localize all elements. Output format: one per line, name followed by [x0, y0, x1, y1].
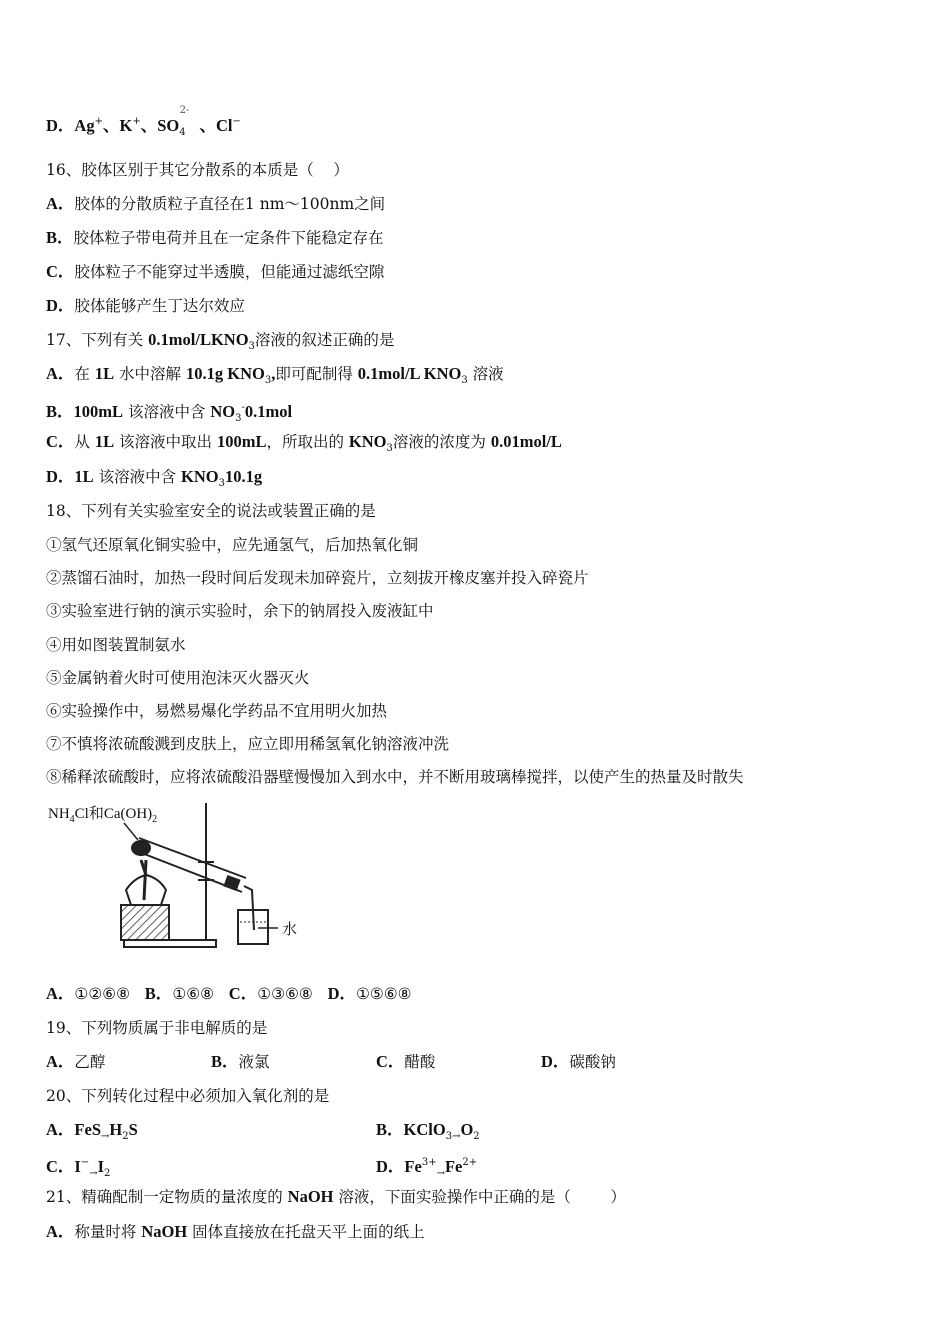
- option-item: [211, 1052, 270, 1072]
- text-segment: 20、下列转化过程中必须加入氧化剂的是: [46, 1087, 330, 1105]
- text-segment: A．: [46, 1052, 75, 1071]
- text-segment: 该溶液中含: [123, 403, 211, 421]
- text-segment: 该溶液中取出: [114, 433, 217, 451]
- text-segment: 溶液，下面实验操作中正确的是（ ）: [333, 1188, 626, 1206]
- reagent-label-sub: 4: [69, 814, 75, 825]
- text-segment: Ag: [74, 116, 95, 135]
- text-segment: ④用如图装置制氨水: [46, 636, 186, 654]
- text-segment: 液氯: [238, 1053, 270, 1071]
- text-segment: 2: [104, 1168, 111, 1179]
- text-segment: Fe: [444, 1157, 463, 1176]
- text-segment: ,: [271, 364, 276, 383]
- text-segment: NO: [210, 402, 236, 421]
- text-segment: 溶液: [467, 365, 504, 383]
- text-segment: ⑦不慎将浓硫酸溅到皮肤上，应立即用稀氢氧化钠溶液冲洗: [46, 735, 450, 753]
- text-segment: 2+: [462, 1157, 478, 1168]
- text-segment: 10.1g: [225, 467, 263, 486]
- text-segment: ⑥实验操作中，易燃易爆化学药品不宜用明火加热: [46, 702, 388, 720]
- text-segment: 溶液的叙述正确的是: [254, 331, 395, 349]
- text-segment: C．I: [46, 1157, 81, 1176]
- text-line: [46, 1222, 425, 1242]
- text-line: [46, 501, 376, 521]
- text-segment: D．: [46, 116, 75, 135]
- text-segment: 2-: [179, 105, 190, 116]
- option-item: [46, 1153, 110, 1184]
- text-segment: →: [89, 1168, 98, 1179]
- text-line: [46, 734, 449, 754]
- text-line: [46, 105, 241, 143]
- text-segment: 在: [74, 365, 95, 383]
- text-line: [46, 668, 310, 688]
- text-line: [46, 1086, 329, 1106]
- text-segment: 即可配制得: [275, 365, 358, 383]
- option-item: [46, 1120, 138, 1147]
- text-segment: S: [128, 1120, 138, 1139]
- text-line: [46, 228, 384, 248]
- ammonia-apparatus-figure: [46, 800, 316, 955]
- text-segment: ⑧稀释浓硫酸时，应将浓硫酸沿器壁慢慢加入到水中，并不断用玻璃棒搅拌，以使产生的热量及时散失: [46, 768, 744, 786]
- text-segment: 乙醇: [74, 1053, 106, 1071]
- text-segment: 溶液的浓度为: [392, 433, 491, 451]
- text-segment: -: [241, 402, 245, 413]
- text-segment: A．: [46, 984, 75, 1003]
- reagent-label: [48, 802, 157, 825]
- text-line: [46, 262, 384, 282]
- text-segment: 0.1mol/L KNO: [357, 364, 462, 383]
- text-segment: →: [101, 1131, 110, 1142]
- reagent-label-part: NH: [48, 806, 70, 822]
- text-line: [46, 635, 186, 655]
- text-segment: 、Cl: [195, 116, 233, 135]
- text-line: [46, 296, 245, 316]
- text-line: [46, 535, 418, 555]
- text-segment: NaOH: [141, 1222, 188, 1241]
- text-segment: 10.1g KNO: [185, 364, 265, 383]
- text-segment: −: [232, 116, 241, 127]
- text-segment: 3: [248, 341, 255, 352]
- text-segment: B．KClO: [376, 1120, 446, 1139]
- reagent-label-sub: 2: [152, 814, 158, 825]
- text-segment: 水中溶解: [114, 365, 186, 383]
- text-segment: NaOH: [287, 1187, 334, 1206]
- text-line: [46, 160, 349, 180]
- text-segment: H: [109, 1120, 123, 1139]
- text-segment: 100mL: [216, 432, 267, 451]
- text-segment: KNO: [348, 432, 387, 451]
- text-segment: +: [94, 116, 103, 127]
- text-segment: 胶体粒子不能穿过半透膜，但能通过滤纸空隙: [74, 263, 385, 281]
- text-segment: A．: [46, 194, 75, 213]
- text-segment: 19、下列物质属于非电解质的是: [46, 1019, 268, 1037]
- text-line: [46, 568, 589, 588]
- text-line: [46, 767, 744, 787]
- text-segment: ①②⑥⑧: [74, 985, 145, 1003]
- option-item: [541, 1052, 616, 1072]
- text-segment: 21、精确配制一定物质的量浓度的: [46, 1188, 288, 1206]
- text-segment: ①⑥⑧: [172, 985, 229, 1003]
- text-segment: ①氢气还原氧化铜实验中，应先通氢气，后加热氧化铜: [46, 536, 419, 554]
- text-line: [46, 601, 434, 621]
- text-segment: 、SO: [140, 116, 180, 135]
- text-segment: C．: [228, 984, 258, 1003]
- text-line: [46, 330, 394, 357]
- text-segment: →: [452, 1131, 461, 1142]
- text-line: [46, 984, 412, 1004]
- text-segment: 3: [461, 375, 468, 386]
- text-line: [46, 194, 385, 214]
- text-segment: 、K: [102, 116, 133, 135]
- text-segment: 醋酸: [404, 1053, 436, 1071]
- text-line: [46, 1018, 267, 1038]
- text-segment: 16、胶体区别于其它分散系的本质是（ ）: [46, 161, 349, 179]
- text-segment: KNO: [181, 467, 219, 486]
- text-segment: ①③⑥⑧: [257, 985, 328, 1003]
- text-segment: 碳酸钠: [569, 1053, 616, 1071]
- text-segment: C．: [376, 1052, 405, 1071]
- text-segment: 0.1mol: [244, 402, 293, 421]
- text-segment: −: [80, 1157, 90, 1168]
- option-item: [376, 1052, 435, 1072]
- text-segment: ①⑤⑥⑧: [356, 985, 412, 1003]
- text-segment: ③实验室进行钠的演示实验时，余下的钠屑投入废液缸中: [46, 602, 434, 620]
- text-segment: 2: [473, 1131, 480, 1142]
- option-item: [376, 1120, 480, 1147]
- text-segment: 17、下列有关: [46, 331, 149, 349]
- water-label: 水: [282, 922, 298, 938]
- text-segment: 从: [74, 433, 95, 451]
- reagent-label-part: Cl和Ca(OH): [74, 806, 153, 822]
- text-segment: 该溶液中含: [93, 468, 182, 486]
- text-segment: A．FeS: [46, 1120, 101, 1139]
- text-segment: 3: [218, 478, 226, 489]
- text-segment: I: [97, 1157, 105, 1176]
- text-segment: B．: [211, 1052, 239, 1071]
- text-segment: D．: [46, 467, 75, 486]
- text-segment: 100mL: [73, 402, 124, 421]
- text-segment: 3: [264, 375, 272, 386]
- text-segment: B．: [46, 228, 74, 247]
- text-line: [46, 364, 504, 391]
- text-segment: 胶体的分散质粒子直径在1 nm～100nm之间: [74, 195, 386, 213]
- text-segment: 胶体能够产生丁达尔效应: [74, 297, 245, 315]
- text-segment: B．: [144, 984, 173, 1003]
- text-segment: +: [132, 116, 141, 127]
- text-segment: A．: [46, 364, 75, 383]
- text-segment: ⑤金属钠着火时可使用泡沫灭火器灭火: [46, 669, 310, 687]
- text-segment: C．: [46, 262, 75, 281]
- text-segment: D．: [541, 1052, 570, 1071]
- text-segment: D．Fe: [376, 1157, 422, 1176]
- text-segment: 1L: [94, 364, 115, 383]
- text-segment: B．: [46, 402, 74, 421]
- text-segment: C．: [46, 432, 75, 451]
- text-segment: 1L: [94, 432, 115, 451]
- text-line: [46, 1187, 626, 1207]
- text-line: [46, 467, 262, 494]
- text-segment: 胶体粒子带电荷并且在一定条件下能稳定存在: [73, 229, 384, 247]
- text-segment: 3: [235, 413, 242, 424]
- text-segment: 18、下列有关实验室安全的说法或装置正确的是: [46, 502, 376, 520]
- text-line: [46, 432, 562, 459]
- text-segment: 3: [386, 443, 393, 454]
- text-line: [46, 701, 387, 721]
- text-segment: ②蒸馏石油时，加热一段时间后发现未加碎瓷片，立刻拔开橡皮塞并投入碎瓷片: [46, 569, 589, 587]
- text-segment: ，所取出的: [266, 433, 349, 451]
- text-segment: 3: [445, 1131, 453, 1142]
- text-segment: 2: [122, 1131, 129, 1142]
- text-segment: 1L: [74, 467, 94, 486]
- text-segment: D．: [327, 984, 356, 1003]
- text-segment: A．: [46, 1222, 75, 1241]
- text-segment: →: [436, 1168, 445, 1179]
- text-segment: 固体直接放在托盘天平上面的纸上: [187, 1223, 425, 1241]
- text-segment: 称量时将: [74, 1223, 142, 1241]
- text-segment: D．: [46, 296, 75, 315]
- option-item: [46, 1052, 105, 1072]
- text-segment: O: [460, 1120, 474, 1139]
- text-line: [46, 398, 292, 429]
- option-item: [376, 1153, 477, 1184]
- text-segment: 3+: [421, 1157, 437, 1168]
- text-segment: 4: [179, 127, 186, 138]
- text-segment: 0.1mol/LKNO: [148, 330, 249, 349]
- text-segment: 0.01mol/L: [490, 432, 562, 451]
